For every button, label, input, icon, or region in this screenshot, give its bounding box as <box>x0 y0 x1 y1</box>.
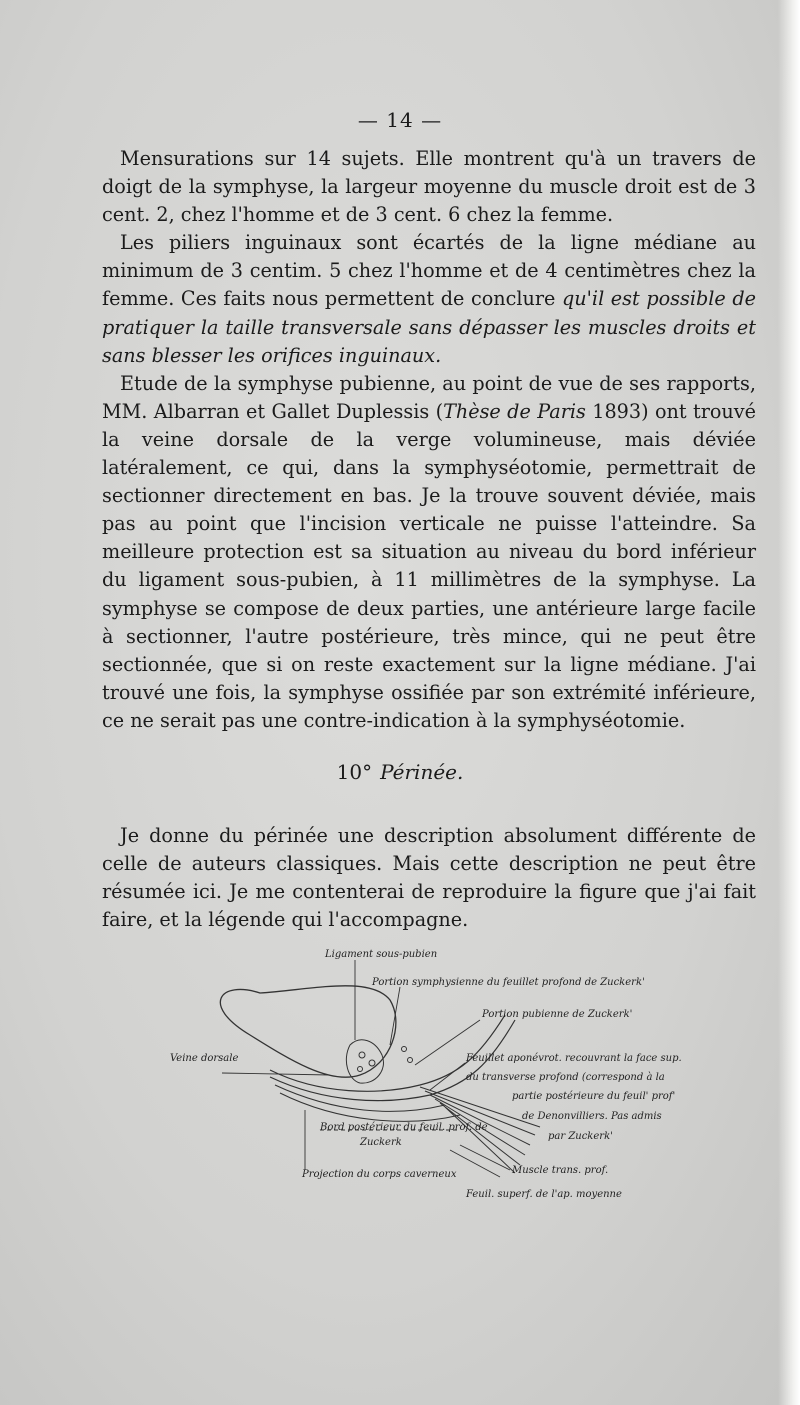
section-title: Périnée. <box>380 760 464 784</box>
section-number: 10° <box>336 760 373 784</box>
text-block-upper <box>102 145 756 735</box>
label-feuil-superf: Feuil. superf. de l'ap. moyenne <box>466 1189 622 1200</box>
label-feuillet-5: par Zuckerk' <box>548 1131 613 1142</box>
label-portion-pubienne: Portion pubienne de Zuckerk' <box>482 1009 633 1020</box>
page-edge <box>778 0 800 1405</box>
paragraph-piliers <box>102 229 756 369</box>
label-projection: Projection du corps caverneux <box>302 1169 457 1180</box>
vessel-dot <box>402 1047 407 1052</box>
paragraph-symphyse-end: 1893) ont trouvé la veine dorsale de la verge volumineuse, mais déviée latéralement, ce qui, dans la symphyséotomie, permettrait de sectionner directement en bas. Je la trouve souvent déviée, mais pas au point que l'incision verticale ne puisse l'atteindre. Sa meilleure protection est sa situation au niveau du bord inférieur du ligament sous-pubien, à 11 millimètres de la symphyse. La symphyse se compose de deux parties, une antérieure large facile à sectionner, l'autre postérieure, très mince, qui ne peut être sectionnée, que si on reste exactement sur la ligne médiane. J'ai trouvé une fois, la symphyse ossifiée par son extrémité inférieure, ce ne serait pas une contre-indication à la symphyséotomie. <box>102 399 756 732</box>
label-muscle: Muscle trans. prof. <box>512 1165 609 1176</box>
label-ligament: Ligament sous-pubien <box>325 949 438 960</box>
label-feuillet-3: partie postérieure du feuil' prof' <box>512 1091 676 1102</box>
label-bord-2: Zuckerk <box>360 1137 402 1148</box>
leader-line <box>430 1063 465 1090</box>
label-feuillet-2: du transverse profond (correspond à la <box>466 1072 665 1083</box>
leader-line <box>450 1150 500 1177</box>
paragraph-symphyse-start: Etude de la symphyse pubienne, au point de vue de ses rapports, MM. Albarran et Gallet Duplessis ( <box>102 371 756 423</box>
section-heading <box>0 760 800 784</box>
vessel-dot <box>408 1058 413 1063</box>
label-feuillet-4: de Denonvilliers. Pas admis <box>522 1111 662 1122</box>
leader-line <box>460 1145 510 1170</box>
perineum-diagram <box>160 945 700 1215</box>
these-title: Thèse de Paris <box>443 399 586 423</box>
vessel-dot <box>358 1067 363 1072</box>
vessel-dot <box>369 1060 375 1066</box>
perineum-figure <box>160 945 700 1215</box>
paragraph-piliers-conclusion: qu'il est possible de pratiquer la taille transversale sans dépasser les muscles droits et sans blesser les orifices inguinaux. <box>102 287 756 367</box>
paragraph-perinee: Je donne du périnée une description absolument différente de celle de auteurs classiques. Mais cette description ne peut être résumée ici. Je me contenterai de reproduire la figure que j'ai fait faire, et la légende qui l'accompagne. <box>102 824 756 932</box>
page-number: — 14 — <box>357 108 443 132</box>
paragraph-mensurations: Mensurations sur 14 sujets. Elle montrent qu'à un travers de doigt de la symphyse, la largeur moyenne du muscle droit est de 3 cent. 2, chez l'homme et de 3 cent. 6 chez la femme. <box>102 147 756 227</box>
label-veine-dorsale: Veine dorsale <box>170 1053 239 1064</box>
text-block-lower <box>102 822 756 934</box>
paragraph-symphyse <box>102 370 756 735</box>
label-portion-symphysienne: Portion symphysienne du feuillet profond de Zuckerk' <box>372 977 645 988</box>
leader-line <box>390 987 400 1045</box>
label-feuillet-1: Feuillet aponévrot. recouvrant la face sup. <box>466 1053 682 1064</box>
vessel-dot <box>359 1052 365 1058</box>
label-bord-1: Bord postérieur du feuil. prof. de <box>320 1122 488 1133</box>
paragraph-piliers-text: Les piliers inguinaux sont écartés de la ligne médiane au minimum de 3 centim. 5 chez l'homme et de 4 centimètres chez la femme. Ces faits nous permettent de conclure <box>102 231 756 311</box>
